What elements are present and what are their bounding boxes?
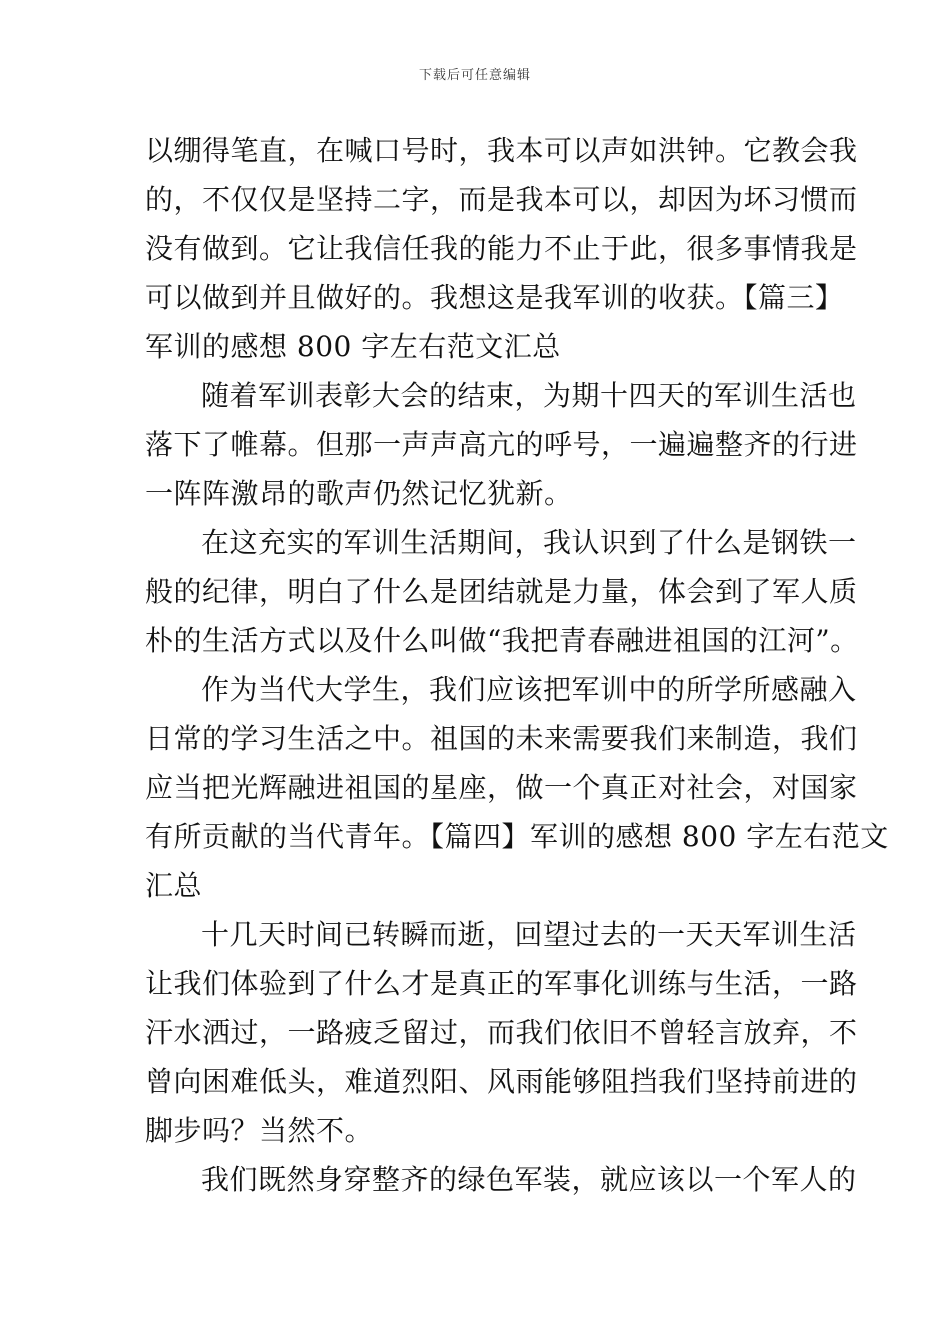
text-line: 没有做到。它让我信任我的能力不止于此，很多事情我是 [145,232,858,265]
text-line: 朴的生活方式以及什么叫做“我把青春融进祖国的江河”。 [145,624,859,657]
text-line: 一阵阵激昂的歌声仍然记忆犹新。 [145,477,573,510]
text-line: 曾向困难低头，难道烈阳、风雨能够阻挡我们坚持前进的 [145,1065,858,1098]
text-line: 以绷得笔直，在喊口号时，我本可以声如洪钟。它教会我 [145,134,858,167]
text-line: 的，不仅仅是坚持二字，而是我本可以，却因为坏习惯而 [145,183,858,216]
text-line: 脚步吗？当然不。 [145,1114,374,1147]
page-header: 下载后可任意编辑 [418,68,531,83]
text-line: 作为当代大学生，我们应该把军训中的所学所感融入 [201,673,857,706]
text-line: 在这充实的军训生活期间，我认识到了什么是钢铁一 [201,526,857,559]
text-line: 汇总 [145,869,203,902]
text-line: 随着军训表彰大会的结束，为期十四天的军训生活也 [201,379,857,412]
text-line: 十几天时间已转瞬而逝，回望过去的一天天军训生活 [201,918,857,951]
document-body [145,126,889,1204]
text-line: 军训的感想 800 字左右范文汇总 [145,330,561,363]
text-line: 有所贡献的当代青年。【篇四】军训的感想 800 字左右范文 [145,820,889,853]
text-line: 我们既然身穿整齐的绿色军装，就应该以一个军人的 [201,1163,857,1196]
text-line: 般的纪律，明白了什么是团结就是力量，体会到了军人质 [145,575,858,608]
text-line: 落下了帷幕。但那一声声高亢的呼号，一遍遍整齐的行进 [145,428,858,461]
text-line: 日常的学习生活之中。祖国的未来需要我们来制造，我们 [145,722,858,755]
text-line: 让我们体验到了什么才是真正的军事化训练与生活，一路 [145,967,858,1000]
text-line: 应当把光辉融进祖国的星座，做一个真正对社会，对国家 [145,771,858,804]
text-line: 汗水洒过，一路疲乏留过，而我们依旧不曾轻言放弃，不 [145,1016,858,1049]
text-line: 可以做到并且做好的。我想这是我军训的收获。【篇三】 [145,281,844,314]
